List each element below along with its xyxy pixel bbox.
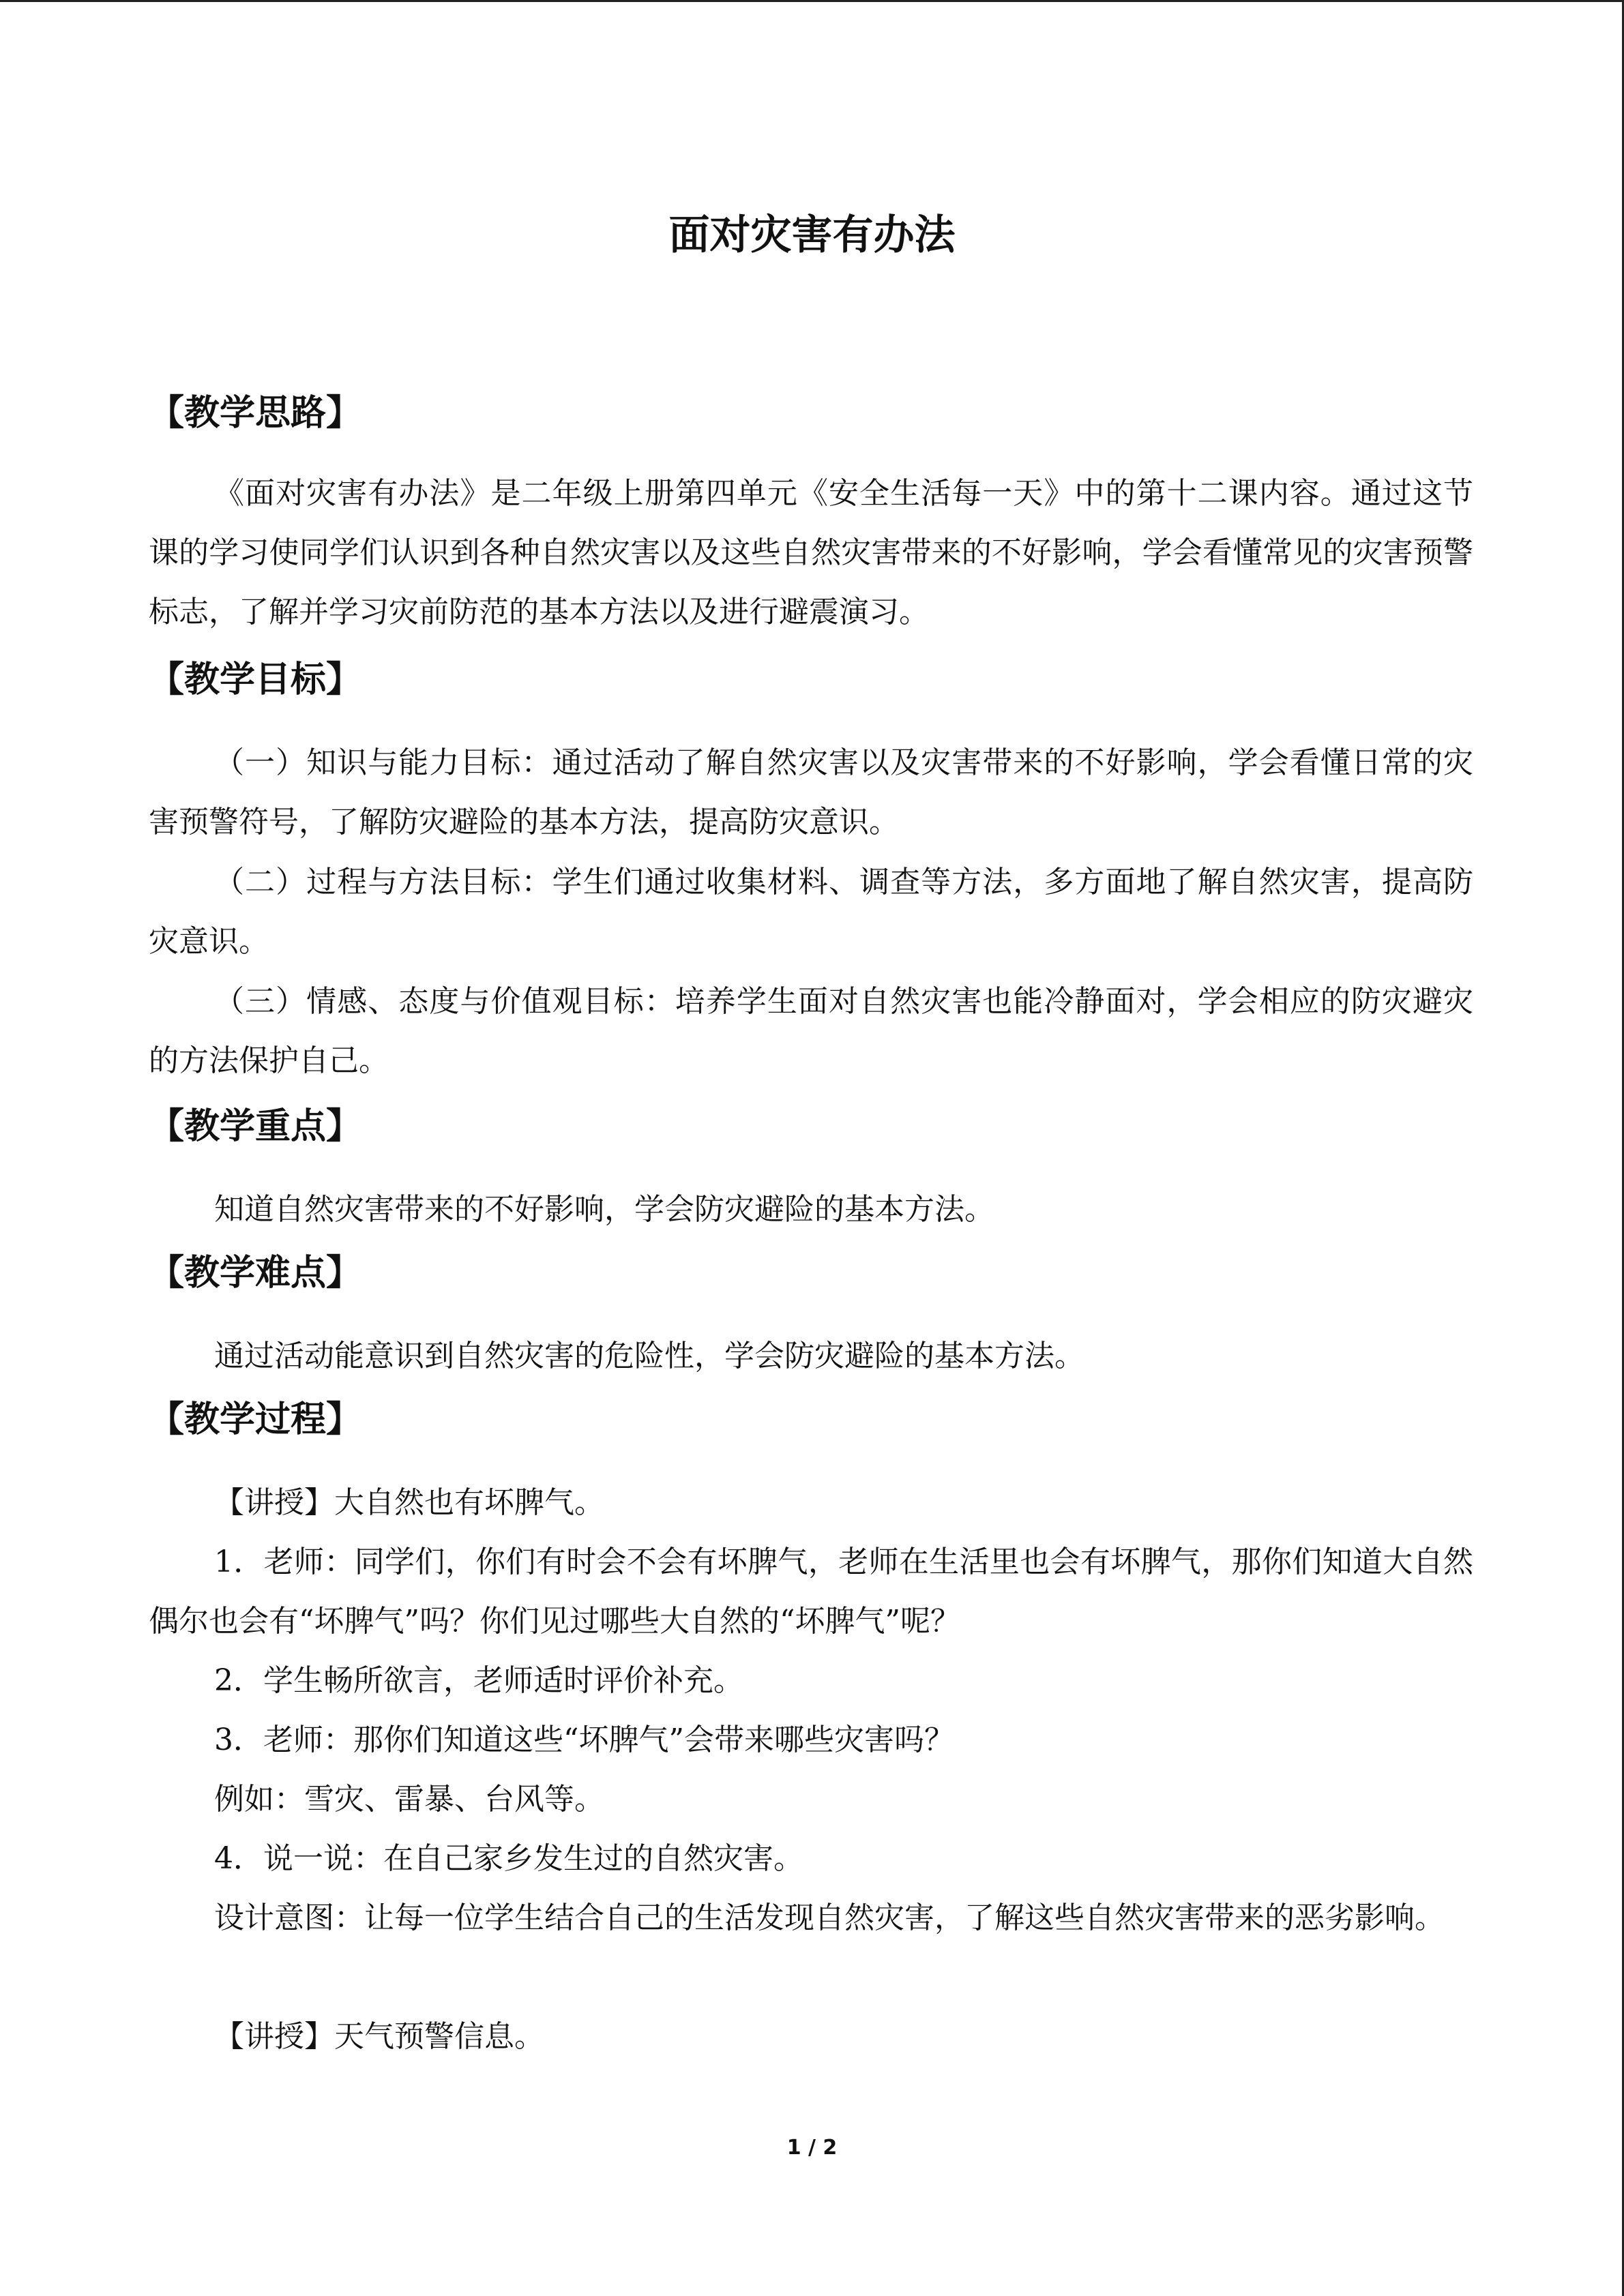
- process-step-1: 1．老师：同学们，你们有时会不会有坏脾气，老师在生活里也会有坏脾气，那你们知道大自然偶尔也会有“坏脾气”吗？你们见过哪些大自然的“坏脾气”呢？: [149, 1545, 1473, 1639]
- page-title: 面对灾害有办法: [668, 211, 956, 259]
- process-example: 例如：雪灾、雷暴、台风等。: [214, 1782, 604, 1817]
- process-step-2: 2．学生畅所欲言，老师适时评价补充。: [214, 1663, 743, 1698]
- heading-difficulties: 【教学难点】: [149, 1253, 362, 1294]
- process-design-intent: 设计意图：让每一位学生结合自己的生活发现自然灾害，了解这些自然灾害带来的恶劣影响。: [214, 1900, 1445, 1935]
- heading-key-points: 【教学重点】: [149, 1106, 362, 1147]
- heading-objectives: 【教学目标】: [149, 659, 362, 700]
- process-step-4: 4．说一说：在自己家乡发生过的自然灾害。: [214, 1841, 803, 1876]
- process-lecture-1: 【讲授】大自然也有坏脾气。: [214, 1485, 604, 1520]
- paragraph-approach: 《面对灾害有办法》是二年级上册第四单元《安全生活每一天》中的第十二课内容。通过这节课的学习使同学们认识到各种自然灾害以及这些自然灾害带来的不好影响，学会看懂常见的灾害预警标志，了解并学习灾前防范的基本方法以及进行避震演习。: [149, 476, 1473, 629]
- process-lecture-2: 【讲授】天气预警信息。: [214, 2019, 544, 2054]
- page-number: 1 / 2: [786, 2136, 838, 2160]
- process-step-3: 3．老师：那你们知道这些“坏脾气”会带来哪些灾害吗？: [214, 1723, 954, 1757]
- paragraph-key-points: 知道自然灾害带来的不好影响，学会防灾避险的基本方法。: [214, 1192, 994, 1227]
- objective-emotion: （三）情感、态度与价值观目标：培养学生面对自然灾害也能冷静面对，学会相应的防灾避灾的方法保护自己。: [149, 984, 1473, 1078]
- objective-process: （二）过程与方法目标：学生们通过收集材料、调查等方法，多方面地了解自然灾害，提高防灾意识。: [149, 865, 1473, 959]
- page-border-top: [0, 0, 1624, 2]
- heading-process: 【教学过程】: [149, 1399, 362, 1440]
- heading-approach: 【教学思路】: [149, 393, 362, 434]
- objective-knowledge: （一）知识与能力目标：通过活动了解自然灾害以及灾害带来的不好影响，学会看懂日常的灾害预警符号，了解防灾避险的基本方法，提高防灾意识。: [149, 745, 1473, 839]
- paragraph-difficulties: 通过活动能意识到自然灾害的危险性，学会防灾避险的基本方法。: [214, 1339, 1084, 1373]
